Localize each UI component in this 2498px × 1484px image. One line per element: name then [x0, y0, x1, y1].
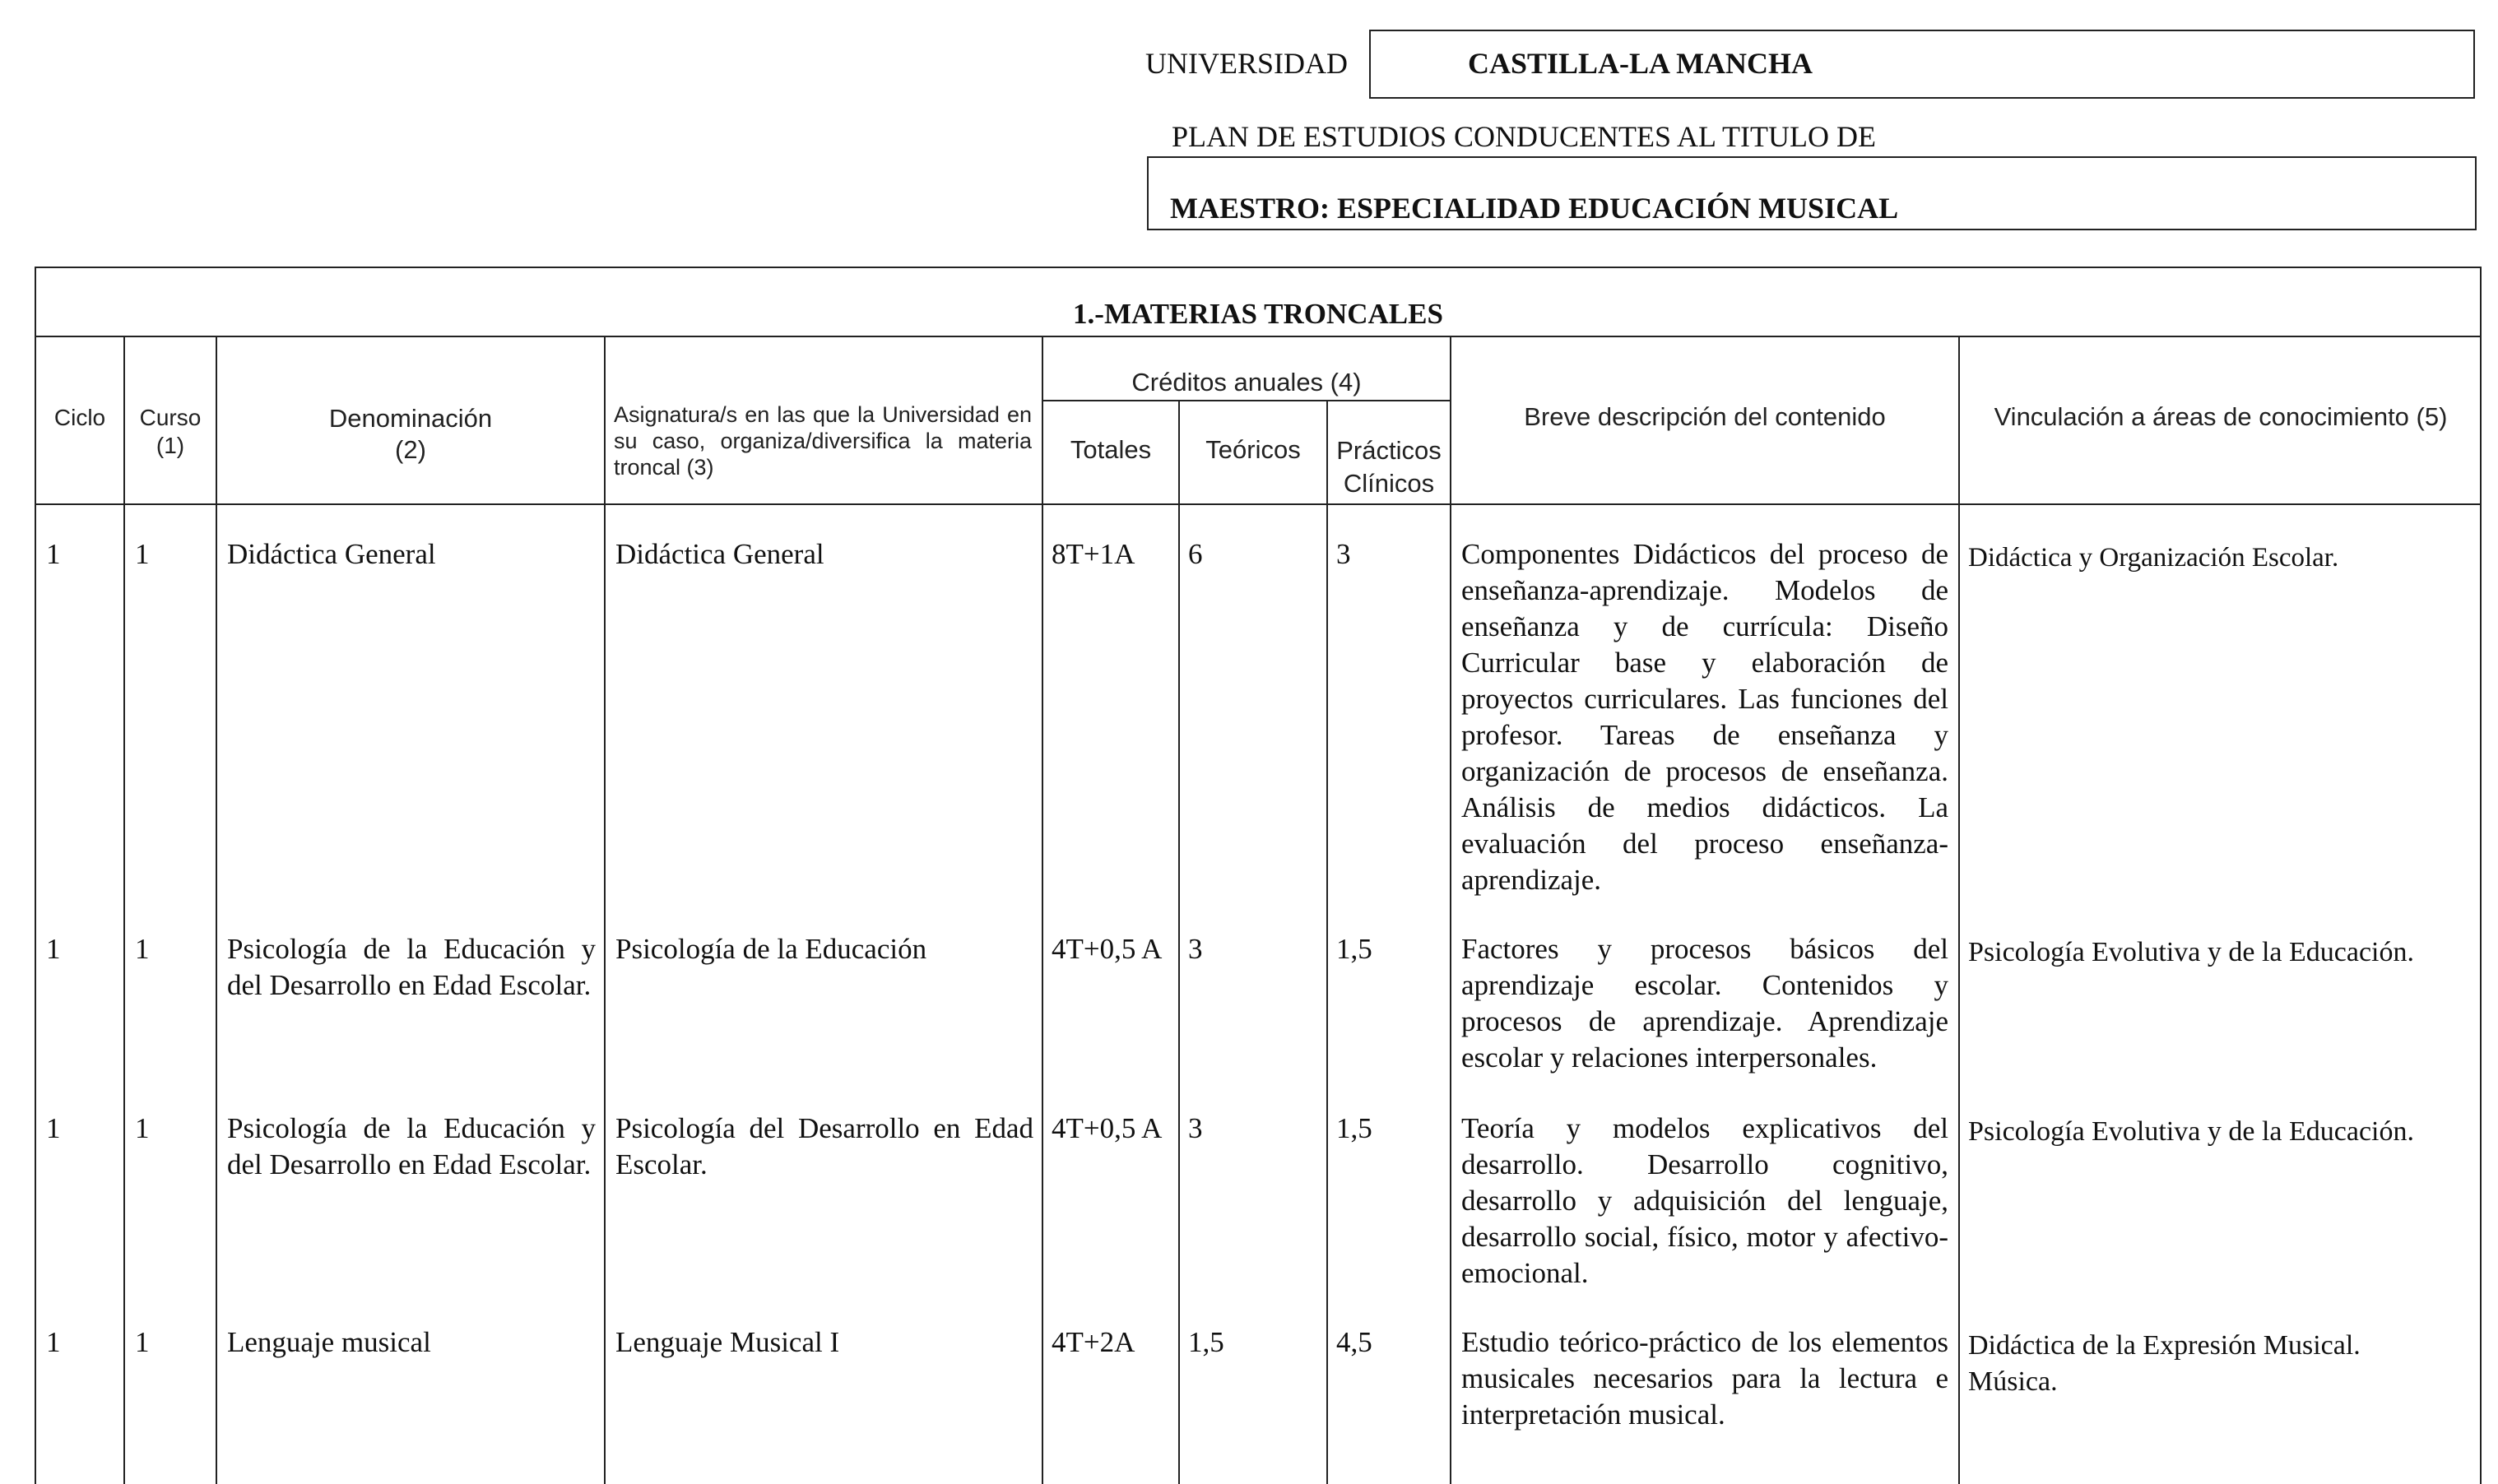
row2-curso: 1 — [135, 933, 150, 965]
row4-denominacion: Lenguaje musical — [227, 1326, 431, 1358]
column-divider — [216, 336, 217, 1484]
row4-teoricos: 1,5 — [1188, 1326, 1224, 1358]
col-header-teoricos: Teóricos — [1205, 435, 1301, 464]
row4-descripcion: Estudio teórico-práctico de los elementos musicales necesarios para la lectura e interpretación musical. — [1461, 1326, 1948, 1431]
row2-totales: 4T+0,5 A — [1052, 933, 1163, 965]
row2-ciclo: 1 — [46, 933, 61, 965]
universidad-label: UNIVERSIDAD — [1145, 47, 1348, 80]
column-divider — [1450, 336, 1451, 1484]
titulo-box — [1147, 156, 2477, 230]
plan-label: PLAN DE ESTUDIOS CONDUCENTES AL TITULO DE — [1172, 120, 1876, 153]
row4-ciclo: 1 — [46, 1326, 61, 1358]
col-header-ciclo: Ciclo — [53, 405, 106, 430]
universidad-box — [1369, 30, 2475, 99]
row3-descripcion: Teoría y modelos explicativos del desarrollo. Desarrollo cognitivo, desarrollo y adquisición del lenguaje, desarrollo social, físico, motor y afectivo-emocional. — [1461, 1112, 1948, 1289]
column-divider — [1042, 336, 1043, 1484]
column-divider — [1326, 400, 1328, 1484]
row3-curso: 1 — [135, 1112, 150, 1144]
row3-asignatura: Psicología del Desarrollo en Edad Escolar. — [615, 1112, 1033, 1180]
row3-denominacion: Psicología de la Educación y del Desarrollo en Edad Escolar. — [227, 1112, 596, 1180]
row4-curso: 1 — [135, 1326, 150, 1358]
col-header-creditos: Créditos anuales (4) — [1131, 368, 1362, 397]
col-header-totales: Totales — [1070, 435, 1152, 464]
row2-vinculacion: Psicología Evolutiva y de la Educación. — [1968, 937, 2414, 967]
row1-denominacion: Didáctica General — [227, 538, 436, 570]
titulo-value: MAESTRO: ESPECIALIDAD EDUCACIÓN MUSICAL — [1170, 192, 1899, 225]
row3-practicos: 1,5 — [1336, 1112, 1372, 1144]
row3-teoricos: 3 — [1188, 1112, 1203, 1144]
column-divider — [604, 336, 606, 1484]
column-divider — [123, 336, 125, 1484]
col-header-asignatura: Asignatura/s en las que la Universidad en su caso, organiza/diversifica la materia troncal (3) — [614, 402, 1032, 480]
row1-practicos: 3 — [1336, 538, 1351, 570]
row4-practicos: 4,5 — [1336, 1326, 1372, 1358]
col-header-denominacion-note: (2) — [395, 435, 426, 464]
row2-descripcion: Factores y procesos básicos del aprendizaje escolar. Contenidos y procesos de aprendizaje. Aprendizaje escolar y relaciones interpersonales. — [1461, 933, 1948, 1074]
col-header-curso: Curso — [139, 405, 202, 430]
column-divider — [1958, 336, 1960, 1484]
row1-vinculacion: Didáctica y Organización Escolar. — [1968, 543, 2339, 573]
table-rule — [35, 503, 2482, 505]
section-title: 1.-MATERIAS TRONCALES — [1073, 298, 1443, 330]
row3-totales: 4T+0,5 A — [1052, 1112, 1163, 1144]
row4-totales: 4T+2A — [1052, 1326, 1135, 1358]
table-rule — [35, 336, 2482, 337]
row4-vinculacion: Didáctica de la Expresión Musical. Música. — [1968, 1330, 2361, 1397]
column-divider — [1178, 400, 1180, 1484]
universidad-value: CASTILLA-LA MANCHA — [1468, 47, 1813, 80]
row2-teoricos: 3 — [1188, 933, 1203, 965]
row2-denominacion: Psicología de la Educación y del Desarrollo en Edad Escolar. — [227, 933, 596, 1001]
col-header-vinculacion: Vinculación a áreas de conocimiento (5) — [1994, 402, 2448, 431]
row1-descripcion: Componentes Didácticos del proceso de enseñanza-aprendizaje. Modelos de enseñanza y de currícula: Diseño Curricular base y elaboración de proyectos curriculares. Las funciones del profesor. Tareas de enseñanza y organización de procesos de enseñanza. Análisis de medios didácticos. La evaluación del proceso enseñanza-aprendizaje. — [1461, 538, 1948, 896]
row1-teoricos: 6 — [1188, 538, 1203, 570]
col-header-practicos: Prácticos Clínicos — [1336, 436, 1442, 498]
col-header-denominacion: Denominación — [328, 404, 493, 433]
row2-asignatura: Psicología de la Educación — [615, 933, 927, 965]
row1-curso: 1 — [135, 538, 150, 570]
table-rule — [1042, 400, 1450, 401]
row2-practicos: 1,5 — [1336, 933, 1372, 965]
row1-totales: 8T+1A — [1052, 538, 1135, 570]
row1-asignatura: Didáctica General — [615, 538, 824, 570]
row3-vinculacion: Psicología Evolutiva y de la Educación. — [1968, 1116, 2414, 1147]
row3-ciclo: 1 — [46, 1112, 61, 1144]
col-header-curso-note: (1) — [156, 433, 185, 458]
row1-ciclo: 1 — [46, 538, 61, 570]
row4-asignatura: Lenguaje Musical I — [615, 1326, 840, 1358]
col-header-descripcion: Breve descripción del contenido — [1524, 402, 1886, 431]
